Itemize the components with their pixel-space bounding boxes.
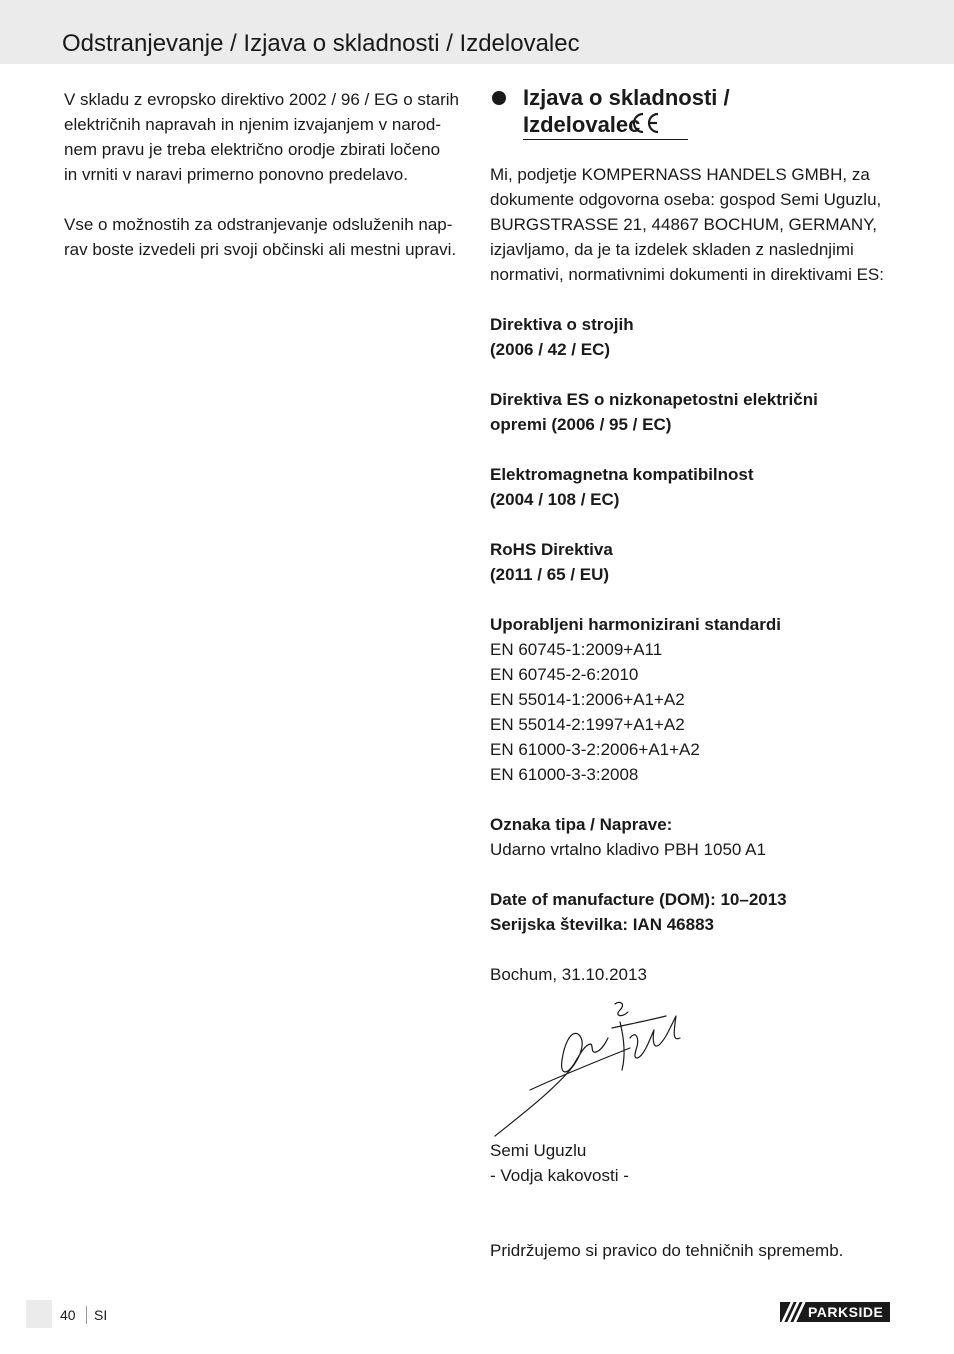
signer-role: - Vodja kakovosti - [490, 1166, 629, 1185]
footer-marker [26, 1300, 52, 1328]
section-heading: Izjava o skladnosti / Izdelovalec [523, 85, 730, 137]
standard-item: EN 55014-2:1997+A1+A2 [490, 715, 685, 734]
declaration-intro: Mi, podjetje KOMPERNASS HANDELS GMBH, za dokumente odgovorna oseba: gospod Semi Uguzlu, BURGSTRASSE 21, 44867 BOCHUM, GERMANY, izjavljamo, da je ta izdelek skladen z naslednjimi normativi, normativnimi dokumenti in direktivami ES: [490, 165, 884, 284]
directive-emc: Elektromagnetna kompatibilnost (2004 / 108 / EC) [490, 465, 754, 509]
declaration-body [490, 162, 910, 1012]
type-heading: Oznaka tipa / Naprave: [490, 815, 673, 834]
language-code: SI [94, 1307, 108, 1323]
signer-block [490, 1138, 629, 1188]
disposal-paragraph-1: V skladu z evropsko direktivo 2002 / 96 / EG o starih električnih napravah in njenim izvajanjem v narod- nem pravu je treba električno orodje zbirati ločeno in vrniti v naravi primerno ponovno predelavo. [64, 90, 459, 184]
place-date: Bochum, 31.10.2013 [490, 965, 647, 984]
standard-item: EN 60745-2-6:2010 [490, 665, 639, 684]
disposal-paragraph-2: Vse o možnostih za odstranjevanje odsluženih nap- rav boste izvedeli pri svoji občinski ali mestni upravi. [64, 215, 457, 259]
directive-low-voltage: Direktiva ES o nizkonapetostni električni opremi (2006 / 95 / EC) [490, 390, 818, 434]
page-header [0, 0, 954, 64]
dom-line: Date of manufacture (DOM): 10–2013 [490, 890, 787, 909]
brand-name: PARKSIDE [808, 1304, 884, 1320]
type-value: Udarno vrtalno kladivo PBH 1050 A1 [490, 840, 766, 859]
directive-rohs: RoHS Direktiva (2011 / 65 / EU) [490, 540, 613, 584]
handwritten-signature [490, 998, 690, 1138]
standard-item: EN 60745-1:2009+A11 [490, 640, 663, 659]
standards-block [490, 612, 910, 787]
bullet-icon [492, 91, 506, 105]
standards-heading: Uporabljeni harmonizirani standardi [490, 615, 781, 634]
disclaimer: Pridržujemo si pravico do tehničnih sprememb. [490, 1241, 844, 1260]
page-title: Odstranjevanje / Izjava o skladnosti / Izdelovalec [62, 30, 580, 57]
manufacture-block [490, 887, 910, 937]
footer-divider [86, 1306, 87, 1324]
section-underline [523, 139, 688, 140]
page-number: 40 [60, 1307, 76, 1323]
brand-logo [780, 1302, 890, 1322]
ce-mark-icon [631, 111, 661, 135]
standard-item: EN 61000-3-2:2006+A1+A2 [490, 740, 700, 759]
serial-line: Serijska številka: IAN 46883 [490, 915, 714, 934]
standard-item: EN 55014-1:2006+A1+A2 [490, 690, 685, 709]
brand-stripes-icon [780, 1302, 806, 1322]
directive-machinery: Direktiva o strojih (2006 / 42 / EC) [490, 315, 634, 359]
signer-name: Semi Uguzlu [490, 1141, 587, 1160]
standard-item: EN 61000-3-3:2008 [490, 765, 639, 784]
type-block [490, 812, 910, 862]
disposal-text [64, 87, 464, 287]
